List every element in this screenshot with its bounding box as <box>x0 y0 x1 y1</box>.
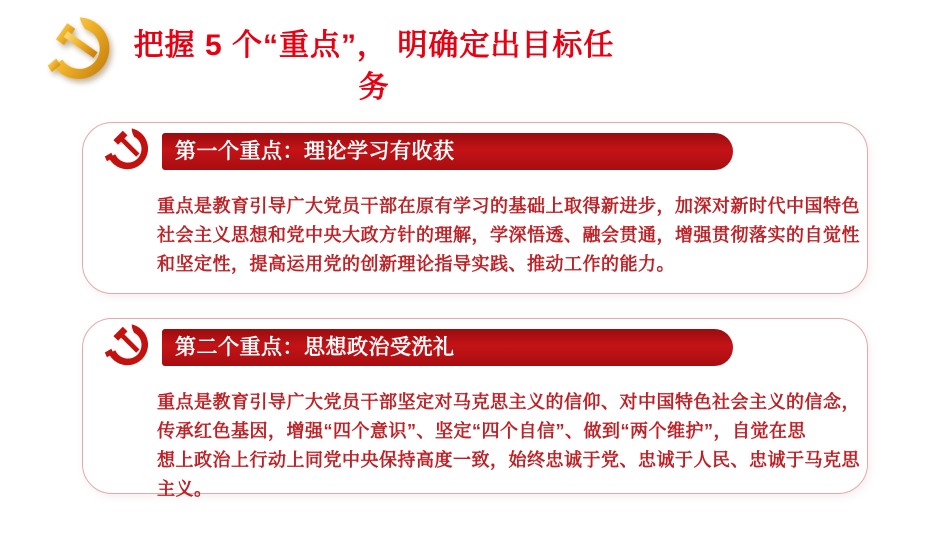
party-emblem-gold-icon <box>38 6 120 94</box>
body-text-line: 重点是教育引导广大党员干部坚定对马克思主义的信仰、对中国特色社会主义的信念， <box>157 392 860 412</box>
body-text-line: 社会主义思想和党中央大政方针的理解，学深悟透、融会贯通，增强贯彻落实的自觉性 <box>157 225 860 245</box>
body-text-line: 和坚定性，提高运用党的创新理论指导实践、推动工作的能力。 <box>157 254 675 274</box>
body-text-line: 重点是教育引导广大党员干部在原有学习的基础上取得新进步，加深对新时代中国特色 <box>157 196 860 216</box>
body-text-line: 传承红色基因，增强“四个意识”、坚定“四个自信”、做到“两个维护”，自觉在思 <box>157 421 806 441</box>
slide-title <box>112 25 636 109</box>
card-first-key-point <box>82 122 868 294</box>
card-body-text <box>157 192 860 279</box>
card-header-banner: 第一个重点：理论学习有收获 <box>162 133 733 170</box>
party-emblem-icon <box>104 126 151 173</box>
card-header-banner: 第二个重点：思想政治受洗礼 <box>162 329 733 366</box>
card-body-text <box>157 388 860 504</box>
party-emblem-icon <box>104 322 151 369</box>
card-second-key-point <box>82 318 868 499</box>
body-text-line: 想上政治上行动上同党中央保持高度一致，始终忠诚于党、忠诚于人民、忠诚于马克思 <box>157 450 860 470</box>
slide-title-line1: 把握 5 个“重点”， 明确定出目标任 <box>133 29 615 62</box>
slide-title-line2: 务 <box>358 71 390 104</box>
body-text-line: 主义。 <box>157 479 213 499</box>
